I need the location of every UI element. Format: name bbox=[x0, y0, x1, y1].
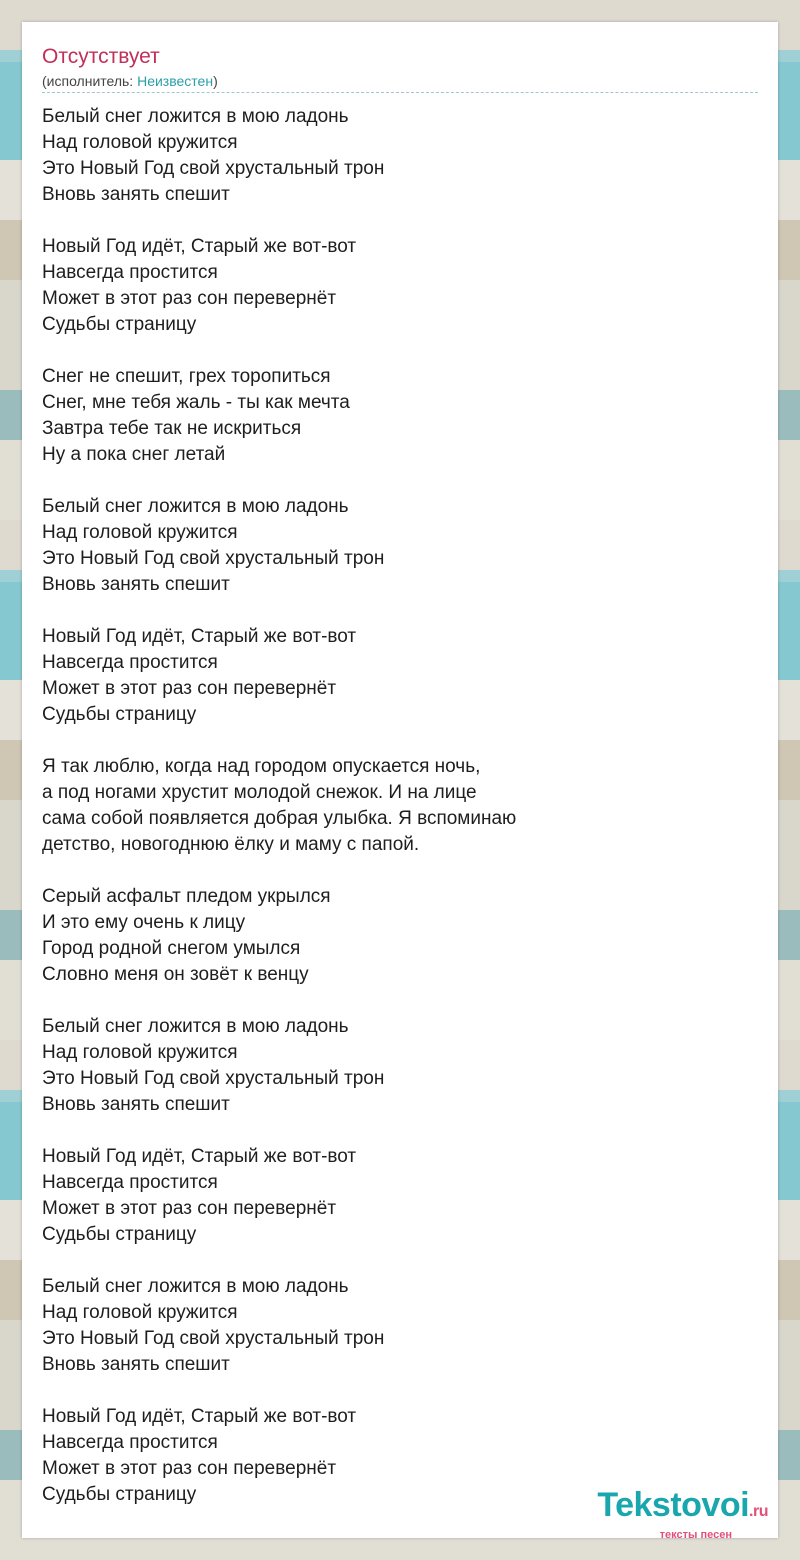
lyric-line: Белый снег ложится в мою ладонь bbox=[42, 1016, 349, 1037]
lyric-line: Завтра тебе так не искриться bbox=[42, 418, 302, 439]
artist-link[interactable]: Неизвестен bbox=[137, 73, 214, 89]
lyric-line: Словно меня он зовёт к венцу bbox=[42, 964, 309, 985]
lyric-line: Снег, мне тебя жаль - ты как мечта bbox=[42, 392, 350, 413]
logo-suffix: .ru bbox=[749, 1503, 768, 1520]
lyric-line: Новый Год идёт, Старый же вот-вот bbox=[42, 1146, 357, 1167]
lyric-line: Судьбы страницу bbox=[42, 704, 197, 725]
artist-suffix: ) bbox=[213, 73, 218, 89]
stanza-gap bbox=[42, 858, 742, 884]
lyric-line: И это ему очень к лицу bbox=[42, 912, 246, 933]
lyric-line: Новый Год идёт, Старый же вот-вот bbox=[42, 1406, 357, 1427]
lyric-line: Белый снег ложится в мою ладонь bbox=[42, 106, 349, 127]
lyric-line: Новый Год идёт, Старый же вот-вот bbox=[42, 626, 357, 647]
lyric-line: Навсегда простится bbox=[42, 1432, 218, 1453]
lyric-line: Снег не спешит, грех торопиться bbox=[42, 366, 331, 387]
lyric-line: Вновь занять спешит bbox=[42, 184, 230, 205]
lyric-line: Навсегда простится bbox=[42, 1172, 218, 1193]
lyric-line: Это Новый Год свой хрустальный трон bbox=[42, 548, 385, 569]
lyric-line: Может в этот раз сон перевернёт bbox=[42, 1458, 337, 1479]
stanza-gap bbox=[42, 988, 742, 1014]
song-title: Отсутствует bbox=[42, 45, 160, 68]
logo-main-text: Tekstovoi bbox=[597, 1486, 750, 1524]
lyric-line: Навсегда простится bbox=[42, 262, 218, 283]
lyric-line: Над головой кружится bbox=[42, 132, 238, 153]
lyric-line: сама собой появляется добрая улыбка. Я вспоминаю bbox=[42, 808, 517, 829]
stanza-gap bbox=[42, 468, 742, 494]
stanza-gap bbox=[42, 1118, 742, 1144]
lyric-line: детство, новогоднюю ёлку и маму с папой. bbox=[42, 834, 420, 855]
lyric-line: Ну а пока снег летай bbox=[42, 444, 226, 465]
lyric-line: Белый снег ложится в мою ладонь bbox=[42, 496, 349, 517]
lyric-line: Вновь занять спешит bbox=[42, 1094, 230, 1115]
lyric-line: Белый снег ложится в мою ладонь bbox=[42, 1276, 349, 1297]
lyric-line: Судьбы страницу bbox=[42, 1224, 197, 1245]
lyric-line: Это Новый Год свой хрустальный трон bbox=[42, 158, 385, 179]
lyrics-sheet bbox=[22, 22, 778, 1541]
lyric-line: Может в этот раз сон перевернёт bbox=[42, 288, 337, 309]
stanza-gap bbox=[42, 338, 742, 364]
lyric-line: а под ногами хрустит молодой снежок. И на лице bbox=[42, 782, 477, 803]
title-divider bbox=[42, 92, 758, 93]
lyric-line: Серый асфальт пледом укрылся bbox=[42, 886, 331, 907]
artist-line bbox=[42, 72, 218, 90]
lyric-line: Может в этот раз сон перевернёт bbox=[42, 678, 337, 699]
stanza-gap bbox=[42, 598, 742, 624]
lyric-line: Судьбы страницу bbox=[42, 314, 197, 335]
lyric-line: Город родной снегом умылся bbox=[42, 938, 301, 959]
lyric-line: Вновь занять спешит bbox=[42, 1354, 230, 1375]
lyric-line: Я так люблю, когда над городом опускается ночь, bbox=[42, 756, 481, 777]
stanza-gap bbox=[42, 1248, 742, 1274]
stanza-gap bbox=[42, 208, 742, 234]
lyric-line: Над головой кружится bbox=[42, 1042, 238, 1063]
logo-tagline: тексты песен bbox=[659, 1529, 732, 1541]
lyric-line: Это Новый Год свой хрустальный трон bbox=[42, 1328, 385, 1349]
artist-prefix: (исполнитель: bbox=[42, 73, 138, 89]
lyric-line: Навсегда простится bbox=[42, 652, 218, 673]
lyric-line: Над головой кружится bbox=[42, 1302, 238, 1323]
lyric-line: Новый Год идёт, Старый же вот-вот bbox=[42, 236, 357, 257]
stanza-gap bbox=[42, 1378, 742, 1404]
stanza-gap bbox=[42, 728, 742, 754]
lyric-line: Судьбы страницу bbox=[42, 1484, 197, 1505]
lyric-line: Может в этот раз сон перевернёт bbox=[42, 1198, 337, 1219]
site-logo[interactable] bbox=[548, 1486, 768, 1541]
lyric-line: Вновь занять спешит bbox=[42, 574, 230, 595]
lyric-line: Это Новый Год свой хрустальный трон bbox=[42, 1068, 385, 1089]
lyrics-body bbox=[42, 104, 742, 1508]
lyric-line: Над головой кружится bbox=[42, 522, 238, 543]
